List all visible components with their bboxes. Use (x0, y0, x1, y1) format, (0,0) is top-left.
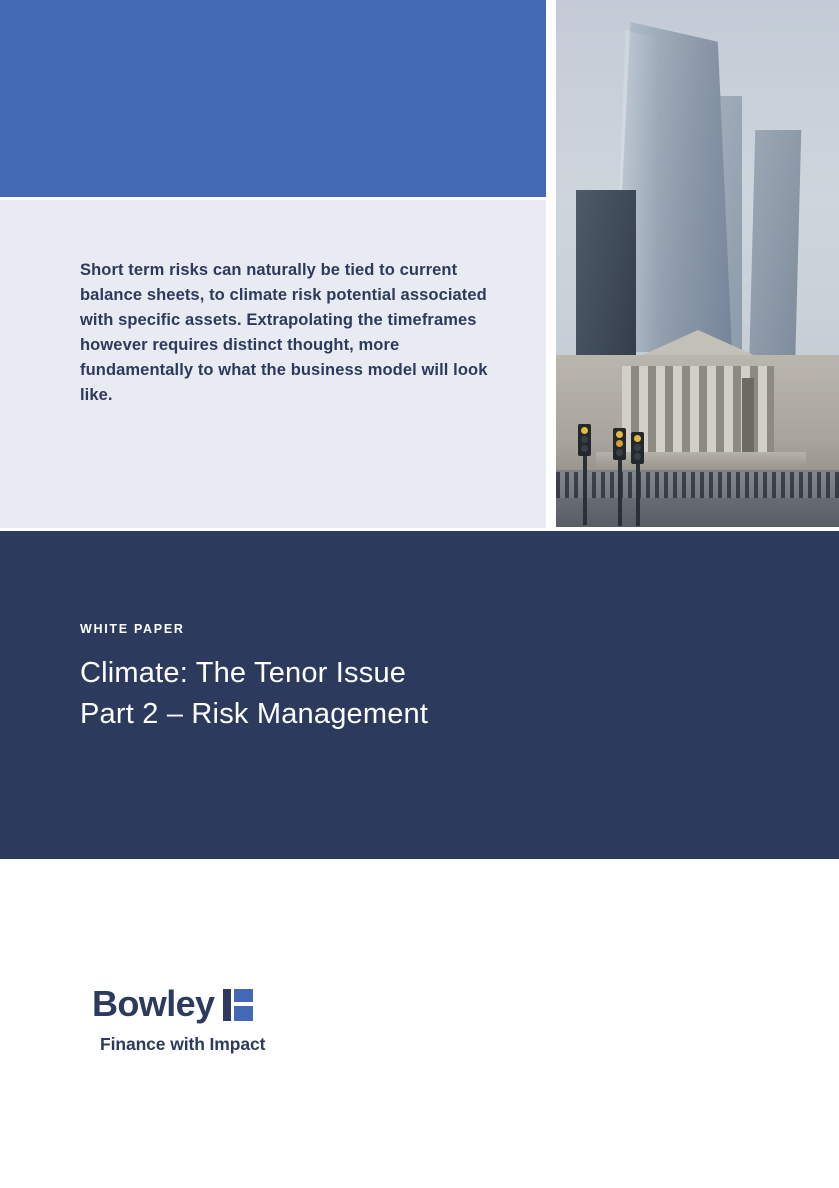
document-type-label: WHITE PAPER (80, 622, 185, 636)
logo-mark-bar-bottom-right (234, 1006, 253, 1021)
photo-traffic-lamp (616, 440, 623, 447)
photo-traffic-lamp (616, 449, 623, 456)
brand-logo (92, 983, 392, 1055)
photo-traffic-light (613, 428, 626, 460)
intro-paragraph: Short term risks can naturally be tied to current balance sheets, to climate risk potential associated with specific assets. Extrapolating the timeframes however requires distinct thought, more fundamentally to what the business model will look like. (80, 261, 488, 404)
photo-traffic-lamp (616, 431, 623, 438)
photo-traffic-lamp (634, 435, 641, 442)
photo-crowd (556, 472, 839, 498)
page-title-line-2: Part 2 – Risk Management (80, 698, 429, 730)
top-accent-block (0, 0, 546, 197)
photo-steps (596, 452, 806, 468)
intro-panel (0, 200, 546, 528)
logo-wordmark: Bowley (92, 983, 215, 1024)
photo-statue (742, 378, 754, 454)
logo-row (92, 983, 392, 1024)
logo-mark-bar-left (223, 989, 231, 1021)
photo-traffic-lamp (581, 436, 588, 443)
photo-traffic-lamp (634, 444, 641, 451)
photo-traffic-lamp (581, 445, 588, 452)
photo-tower-dark (576, 190, 636, 355)
photo-traffic-light (578, 424, 591, 456)
logo-mark-icon (223, 989, 253, 1021)
logo-mark-bar-top-right (234, 989, 253, 1002)
cover-photo (556, 0, 839, 527)
page-title-line-1: Climate: The Tenor Issue (80, 657, 407, 689)
title-band (0, 531, 839, 859)
photo-tower-right (749, 130, 802, 380)
photo-traffic-lamp (581, 427, 588, 434)
photo-traffic-lamp (634, 453, 641, 460)
logo-tagline: Finance with Impact (100, 1034, 266, 1054)
photo-traffic-light (631, 432, 644, 464)
